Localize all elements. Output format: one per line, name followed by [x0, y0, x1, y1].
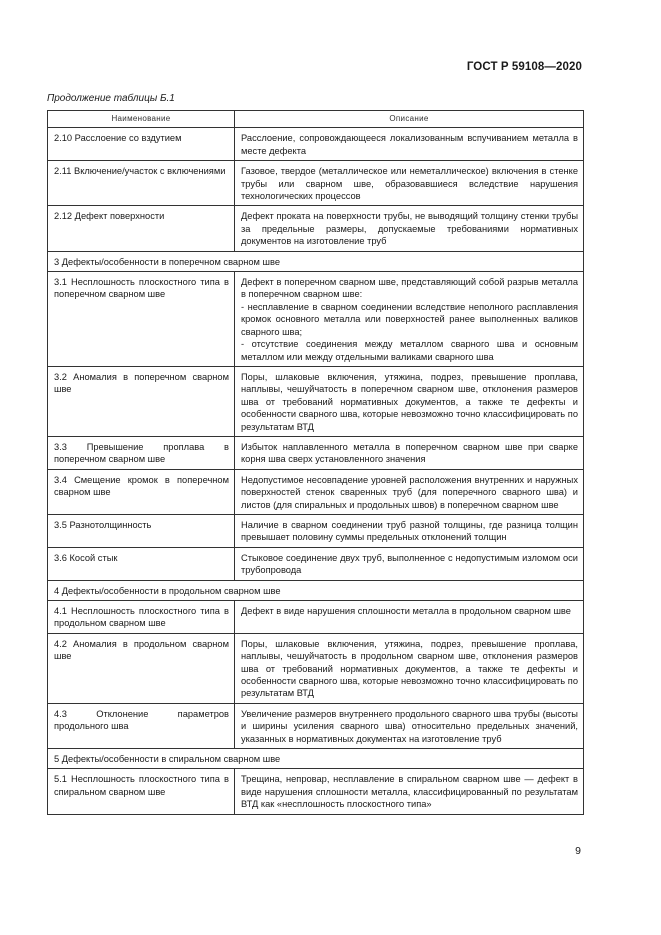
- table-body: [48, 128, 584, 814]
- defect-name-cell: 2.10 Расслоение со вздутием: [48, 128, 235, 161]
- section-heading: 4 Дефекты/особенности в продольном сварном шве: [48, 580, 584, 600]
- defect-name-cell: 4.1 Несплошность плоскостного типа в продольном сварном шве: [48, 601, 235, 634]
- defect-description-cell: Газовое, твердое (металлическое или неметаллическое) включения в стенке трубы или сварном шве, образовавшиеся вследствие нарушения технологических процессов: [235, 161, 584, 206]
- table-row: [48, 161, 584, 206]
- defect-name-cell: 3.1 Несплошность плоскостного типа в поперечном сварном шве: [48, 272, 235, 367]
- table-row: [48, 547, 584, 580]
- column-header-name: Наименование: [48, 111, 235, 128]
- defect-description-cell: Увеличение размеров внутреннего продольного сварного шва трубы (высоты и ширины усиления сварного шва) относительно предельных значений, указанных в нормативных документах на изготовление труб: [235, 703, 584, 748]
- defects-table: [47, 110, 584, 815]
- defect-description-cell: Расслоение, сопровождающееся локализованным вспучиванием металла в месте дефекта: [235, 128, 584, 161]
- table-row: [48, 469, 584, 514]
- table-row: [48, 703, 584, 748]
- defect-description-cell: Дефект в поперечном сварном шве, представляющий собой разрыв металла в поперечном сварном шве: - несплавление в сварном соединении вследствие неполного расплавления кромок основного металла или поверхностей ранее выполненных валиков сварного шва; - отсутствие соединения между металлом сварного шва и основным металлом или между отдельными валиками сварного шва: [235, 272, 584, 367]
- table-row: [48, 272, 584, 367]
- page-number: 9: [575, 845, 581, 857]
- section-row: [48, 749, 584, 769]
- table-row: [48, 128, 584, 161]
- table-row: [48, 514, 584, 547]
- defect-name-cell: 4.3 Отклонение параметров продольного шва: [48, 703, 235, 748]
- defect-name-cell: 5.1 Несплошность плоскостного типа в спиральном сварном шве: [48, 769, 235, 814]
- defect-description-cell: Поры, шлаковые включения, утяжина, подрез, превышение проплава, наплывы, чешуйчатость в продольном сварном шве, отклонения размеров шва от требований нормативных документов, а также те дефекты и особенности сварного шва, которые невозможно точно классифицировать по результатам ВТД: [235, 633, 584, 703]
- table-row: [48, 769, 584, 814]
- table-row: [48, 436, 584, 469]
- table-header-row: [48, 111, 584, 128]
- section-row: [48, 251, 584, 271]
- defect-description-cell: Наличие в сварном соединении труб разной толщины, где разница толщин превышает половину суммы предельных отклонений толщин: [235, 514, 584, 547]
- table-row: [48, 206, 584, 251]
- defect-name-cell: 3.2 Аномалия в поперечном сварном шве: [48, 366, 235, 436]
- section-heading: 3 Дефекты/особенности в поперечном сварном шве: [48, 251, 584, 271]
- standard-designation: ГОСТ Р 59108—2020: [466, 61, 582, 73]
- table-row: [48, 633, 584, 703]
- section-row: [48, 580, 584, 600]
- defect-description-cell: Недопустимое несовпадение уровней расположения внутренних и наружных поверхностей стенок сваренных труб (для поперечного сварного шва) и листов (для спиральных и продольных швов) в поперечном сварном шве: [235, 469, 584, 514]
- table-caption: Продолжение таблицы Б.1: [47, 93, 175, 104]
- defect-name-cell: 3.4 Смещение кромок в поперечном сварном шве: [48, 469, 235, 514]
- defect-description-cell: Поры, шлаковые включения, утяжина, подрез, превышение проплава, наплывы, чешуйчатость в поперечном сварном шве, отклонения размеров шва от требований нормативных документов, а также те дефекты и особенности сварного шва, которые невозможно точно классифицировать по результатам ВТД: [235, 366, 584, 436]
- defect-description-cell: Трещина, непровар, несплавление в спиральном сварном шве — дефект в виде нарушения сплошности металла, классифицированный по результатам ВТД как «несплошность плоскостного типа»: [235, 769, 584, 814]
- table-row: [48, 601, 584, 634]
- defect-name-cell: 3.6 Косой стык: [48, 547, 235, 580]
- defect-description-cell: Дефект проката на поверхности трубы, не выводящий толщину стенки трубы за предельные размеры, допускаемые требованиями нормативных документов на изготовление труб: [235, 206, 584, 251]
- defect-description-cell: Стыковое соединение двух труб, выполненное с недопустимым изломом оси трубопровода: [235, 547, 584, 580]
- defect-name-cell: 4.2 Аномалия в продольном сварном шве: [48, 633, 235, 703]
- defect-name-cell: 2.11 Включение/участок с включениями: [48, 161, 235, 206]
- defect-name-cell: 3.3 Превышение проплава в поперечном сварном шве: [48, 436, 235, 469]
- defect-description-cell: Избыток наплавленного металла в поперечном сварном шве при сварке корня шва сверх установленного значения: [235, 436, 584, 469]
- column-header-description: Описание: [235, 111, 584, 128]
- table-row: [48, 366, 584, 436]
- defect-name-cell: 2.12 Дефект поверхности: [48, 206, 235, 251]
- defect-description-cell: Дефект в виде нарушения сплошности металла в продольном сварном шве: [235, 601, 584, 634]
- defect-name-cell: 3.5 Разнотолщинность: [48, 514, 235, 547]
- section-heading: 5 Дефекты/особенности в спиральном сварном шве: [48, 749, 584, 769]
